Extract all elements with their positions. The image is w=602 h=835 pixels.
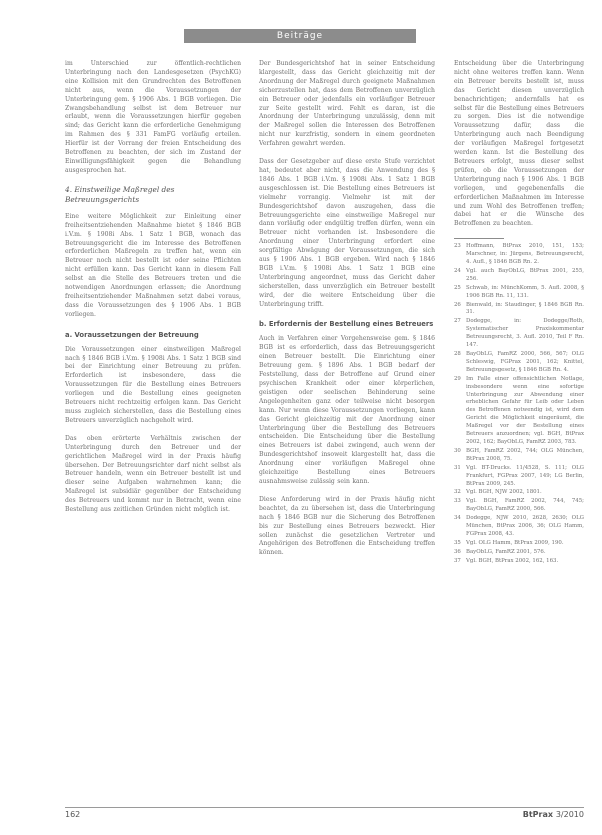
paragraph: Der Bundesgerichtshof hat in seiner Entscheidung klargestellt, dass das Gericht gleichzeitig mit der Anordnung der Maßregel durch geeignete Maßnahmen sicherzustellen hat, dass dem Betroffenen unverzüglich ein Betreuer oder jedenfalls ein vorläufiger Betreuer zur Seite gestellt wird. Fehlt es daran, ist die Anordnung der Unterbringung unzulässig, denn mit der Maßregel sollen die Interessen des Betroffenen nicht nur kurzfristig, sondern in einem geordneten Verfahren gewahrt werden.	[259, 60, 435, 148]
footnote-text: Dodegge, NJW 2010, 2628, 2630; OLG München, BtPrax 2006, 36; OLG Hamm, FGPrax 2008, 43.	[466, 515, 584, 537]
footnote-text: Schwab, in: MünchKomm, 5. Aufl. 2008, § 1906 BGB Rn. 11, 131.	[466, 284, 584, 299]
section-heading: 4. Einstweilige Maßregel des Betreuungsgerichts	[65, 184, 175, 204]
footnote	[454, 318, 584, 350]
footnote-number: 35	[454, 539, 461, 546]
footnote-number: 30	[454, 447, 461, 454]
footnote-number: 33	[454, 498, 461, 505]
column-left	[65, 60, 241, 524]
footnote	[454, 268, 584, 284]
footnote-number: 34	[454, 515, 461, 522]
footnote-text: Vgl. BT-Drucks. 11/4528, S. 111; OLG Frankfurt, FGPrax 2007, 149; LG Berlin, BtPrax 2009, 245.	[466, 464, 584, 487]
paragraph: Eine weitere Möglichkeit zur Einleitung einer freiheitsentziehenden Maßnahme bietet § 1846 BGB i.V.m. § 1908i Abs. 1 Satz 1 BGB, wonach das Betreuungsgericht die im Interesse des Betroffenen erforderlichen Maßregeln zu treffen hat, wenn ein Betreuer noch nicht bestellt ist oder seine Pflichten nicht erfüllen kann. Das Gericht kann in diesem Fall selbst an die Stelle des Betreuers treten und die notwendigen Anordnungen erlassen; die Anordnung freiheitsentziehender Maßnahmen setzt dabei voraus, dass die Voraussetzungen des § 1906 Abs. 1 BGB vorliegen.	[65, 212, 241, 318]
paragraph: Auch in Verfahren einer Vorgehensweise gem. § 1846 BGB ist es erforderlich, dass das Betreuungsgericht einen Betreuer bestellt. Die Einrichtung einer Betreuung gem. § 1896 Abs. 1 BGB bedarf der Feststellung, dass der Betroffene auf Grund einer psychischen Krankheit oder einer körperlichen, geistigen oder seelischen Behinderung seine Angelegenheiten ganz oder teilweise nicht besorgen kann. Nur wenn diese Voraussetzungen vorliegen, kann das Gericht gleichzeitig mit der Anordnung einer Unterbringung über die Bestellung des Betreuers entscheiden. Die Entscheidung über die Bestellung eines Betreuers ist dabei zwingend, auch wenn der Bundesgerichtshof insoweit klargestellt hat, dass die Anordnung einer vorläufigen Maßregel ohne gleichzeitige Bestellung eines Betreuers ausnahmsweise zulässig sein kann.	[259, 335, 435, 485]
subsection-heading: a. Voraussetzungen der Betreuung	[65, 330, 199, 339]
paragraph: Das oben erörterte Verhältnis zwischen der Unterbringung durch den Betreuer und der gerichtlichen Maßregel wird in der Praxis häufig übersehen. Der Betreuungsrichter darf nicht selbst als Betreuer handeln, wenn ein Betreuer bestellt ist und dieser seine Aufgaben wahrnehmen kann; die Maßregel ist subsidiär gegenüber der Entscheidung des Betreuers und kommt nur in Betracht, wenn eine Bestellung aus zeitlichen Gründen nicht möglich ist.	[65, 434, 241, 514]
footnote-text: Vgl. auch BayObLG, BtPrax 2001, 255, 256.	[466, 267, 584, 282]
footnote-number: 36	[454, 548, 461, 555]
footnote	[454, 302, 584, 318]
subsection-heading: b. Erfordernis der Bestellung eines Betreuers	[259, 320, 434, 329]
footnote	[454, 515, 584, 539]
footnote-number: 32	[454, 489, 461, 496]
paragraph: Entscheidung über die Unterbringung nicht ohne weiteres treffen kann. Wenn ein Betreuer bereits bestellt ist, muss das Gericht diesen unverzüglich benachrichtigen; andernfalls hat es selbst für die Bestellung eines Betreuers zu sorgen. Dies ist die notwendige Voraussetzung dafür, dass die Unterbringung auch nach Beendigung der vorläufigen Maßregel fortgesetzt werden kann. Ist die Bestellung des Betreuers erfolgt, muss dieser selbst prüfen, ob die Voraussetzungen der Unterbringung nach § 1906 Abs. 1 BGB vorliegen, und gegebenenfalls die erforderlichen Maßnahmen im Interesse und zum Wohl des Betroffenen treffen; dabei hat er die Wünsche des Betroffenen zu beachten.	[454, 60, 584, 228]
footnote-text: Vgl. BGH, NJW 2002, 1801.	[466, 489, 542, 496]
footnote-text: Im Falle einer offensichtlichen Notlage, insbesondere wenn eine sofortige Unterbringung zur Abwendung einer erheblichen Gefahr für Leib oder Leben des Betroffenen notwendig ist, wird dem Gericht die Möglichkeit eingeräumt, die Maßregel vor der Bestellung eines Betreuers anzuordnen; vgl. BGH, BtPrax 2002, 162; BayObLG, FamRZ 2003, 783.	[466, 375, 584, 445]
footnote-text: BGH, FamRZ 2002, 744; OLG München, BtPrax 2008, 75.	[466, 447, 584, 462]
page-number: 162	[65, 810, 81, 819]
footnote-number: 23	[454, 243, 461, 250]
footnote-number: 31	[454, 464, 461, 471]
footnote-text: BayObLG, FamRZ 2001, 576.	[466, 548, 546, 555]
footnote-divider	[454, 238, 504, 239]
footnote-text: Vgl. BGH, FamRZ 2002, 744, 745; BayObLG, FamRZ 2000, 566.	[466, 498, 584, 513]
paragraph: Dass der Gesetzgeber auf diese erste Stufe verzichtet hat, bedeutet aber nicht, dass die Anwendung des § 1846 Abs. 1 BGB i.V.m. § 1908i Abs. 1 Satz 1 BGB ausgeschlossen ist. Die Bestellung eines Betreuers ist vielmehr vorrangig. Vielmehr ist mit der Bundesgerichtshof davon auszugehen, dass die Betreuungsgerichte eine einstweilige Maßregel nur dann vorläufig oder endgültig treffen dürfen, wenn ein Betreuer nicht vorhanden ist. Insbesondere die Anordnung einer Unterbringung erfordert eine sorgfältige Abwägung der Voraussetzungen, die sich aus § 1906 Abs. 1 BGB ergeben. Wird nach § 1846 BGB i.V.m. § 1908i Abs. 1 Satz 1 BGB eine Unterbringung angeordnet, muss das Gericht daher sicherstellen, dass unverzüglich ein Betreuer bestellt wird, der die weitere Entscheidung über die Unterbringung trifft.	[259, 158, 435, 308]
footnote-list	[454, 243, 584, 565]
footnote	[454, 376, 584, 447]
footnote-number: 27	[454, 318, 461, 325]
column-middle	[259, 60, 435, 567]
section-header: Beiträge	[184, 29, 416, 43]
journal-issue	[523, 810, 584, 819]
footnote	[454, 351, 584, 375]
footnote	[454, 558, 584, 566]
issue-number: 3/2010	[555, 810, 584, 819]
footnote	[454, 540, 584, 548]
footnote-number: 24	[454, 267, 461, 274]
journal-name: BtPrax	[522, 810, 554, 819]
footnote-text: Vgl. BGH, BtPrax 2002, 162, 163.	[466, 557, 559, 564]
footer-divider	[65, 807, 584, 808]
footnote-text: Bienwald, in: Staudinger, § 1846 BGB Rn. 31.	[466, 301, 584, 316]
footnote-number: 29	[454, 375, 461, 382]
footnote-text: Dodegge, in: Dodegge/Roth, Systematischer Praxiskommentar Betreuungsrecht, 3. Aufl. 2010, Teil F Rn. 147.	[466, 318, 584, 349]
footnote-text: Vgl. OLG Hamm, BtPrax 2009, 190.	[466, 539, 564, 546]
footnote-number: 28	[454, 351, 461, 357]
footnote	[454, 243, 584, 267]
footnote-text: Hoffmann, BtPrax 2010, 151, 153; Marschner, in: Jürgens, Betreuungsrecht, 4. Aufl., § 1846 BGB Rn. 2.	[466, 243, 584, 266]
footnote-text: BayObLG, FamRZ 2000, 566, 567; OLG Schleswig, FGPrax 2001, 162; Knittel, Betreuungsgesetz, § 1846 BGB Rn. 4.	[466, 351, 584, 373]
paragraph: Die Voraussetzungen einer einstweiligen Maßregel nach § 1846 BGB i.V.m. § 1908i Abs. 1 Satz 1 BGB sind bei der Einrichtung einer Betreuung zu prüfen. Erforderlich ist insbesondere, dass die Voraussetzungen für die Bestellung eines Betreuers vorliegen und die Bestellung eines geeigneten Betreuers nicht rechtzeitig erfolgen kann. Das Gericht muss zugleich sicherstellen, dass die Bestellung eines Betreuers unverzüglich nachgeholt wird.	[65, 345, 241, 424]
column-right	[454, 60, 584, 567]
footnote-number: 37	[454, 557, 461, 564]
footnote	[454, 489, 584, 497]
footnote-number: 25	[454, 284, 461, 291]
footnote	[454, 498, 584, 514]
footnote-number: 26	[454, 301, 461, 308]
footnote	[454, 465, 584, 489]
footnote	[454, 285, 584, 301]
paragraph: Diese Anforderung wird in der Praxis häufig nicht beachtet, da zu übersehen ist, dass die Unterbringung nach § 1846 BGB nur die Sicherung des Betroffenen bis zur Bestellung eines Betreuers bezweckt. Hier sollen zunächst die gesetzlichen Vertreter und Angehörigen des Betroffenen die Entscheidung treffen können.	[259, 495, 435, 557]
footnote	[454, 549, 584, 557]
footnote	[454, 448, 584, 464]
paragraph: im Unterschied zur öffentlich-rechtlichen Unterbringung nach den Landesgesetzen (PsychKG) eine Kollision mit den Grundrechten des Betroffenen nicht aus, wenn die Voraussetzungen der Unterbringung gem. § 1906 Abs. 1 BGB vorliegen. Die Zwangsbehandlung selbst ist dem Betreuer nur erlaubt, wenn die Voraussetzungen hierfür gegeben sind; das Gericht kann die erforderliche Genehmigung im Rahmen des § 331 FamFG vorläufig erteilen. Hierfür ist der Vorrang der freien Entscheidung des Betroffenen zu beachten, der sich im Zustand der Einwilligungsfähigkeit gegen die Behandlung ausgesprochen hat.	[65, 60, 241, 174]
